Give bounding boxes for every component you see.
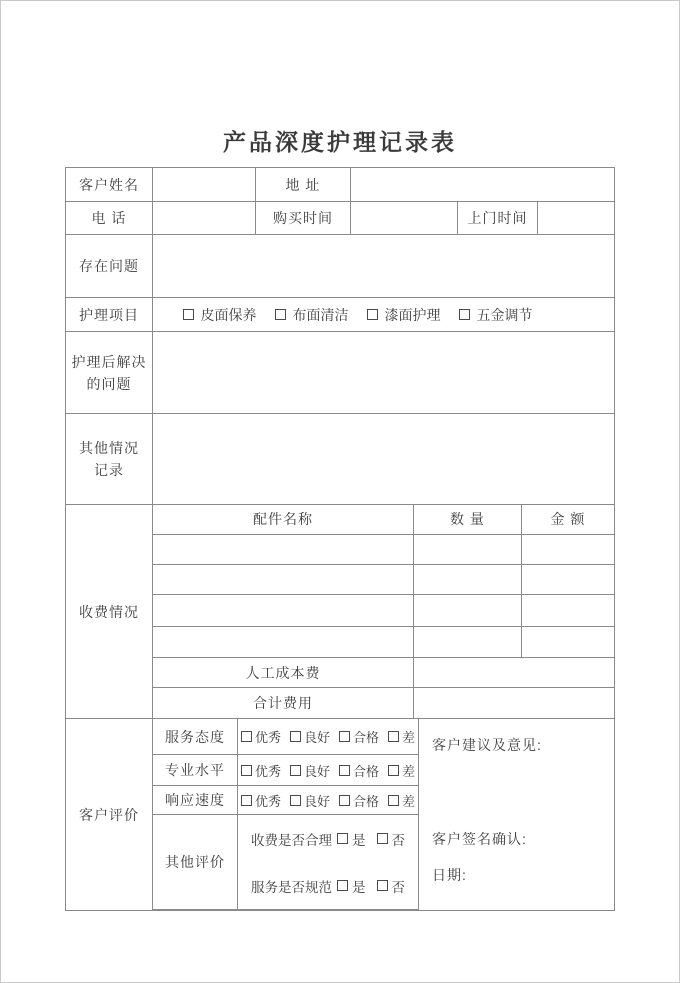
purchase-time-input[interactable] <box>351 202 458 234</box>
care-option-fabric[interactable] <box>275 305 349 325</box>
charges-blank-row <box>153 565 614 595</box>
rating-option-label: 良好 <box>303 793 330 809</box>
row-care-items <box>66 298 614 332</box>
total-cost-row <box>153 688 614 718</box>
checkbox-icon[interactable] <box>337 833 348 844</box>
rating-option-poor[interactable] <box>388 791 415 810</box>
other-evaluation-row <box>153 815 418 910</box>
charges-col-part: 配件名称 <box>153 505 414 534</box>
care-option-hardware[interactable] <box>459 305 533 325</box>
checkbox-icon[interactable] <box>377 833 388 844</box>
address-input[interactable] <box>351 168 614 201</box>
checkbox-icon[interactable] <box>377 880 388 891</box>
care-option-label: 皮面保养 <box>200 306 257 323</box>
evaluation-right-column[interactable] <box>419 719 614 910</box>
rating-option-label: 差 <box>402 763 416 779</box>
rating-option-poor[interactable] <box>388 727 415 746</box>
care-option-label: 布面清洁 <box>292 306 349 323</box>
rating-option-good[interactable] <box>290 761 330 780</box>
no-label: 否 <box>391 832 405 848</box>
total-cost-input[interactable] <box>414 688 614 718</box>
other-notes-input[interactable] <box>153 414 614 504</box>
rating-option-label: 优秀 <box>254 793 281 809</box>
part-name-input[interactable] <box>153 565 414 594</box>
amount-input[interactable] <box>522 595 614 627</box>
rating-option-label: 优秀 <box>254 763 281 779</box>
charges-blank-row <box>153 627 614 658</box>
criterion-row-service-attitude <box>153 719 418 755</box>
checkbox-icon[interactable] <box>339 765 350 776</box>
rating-option-label: 合格 <box>353 763 380 779</box>
row-solved-problems <box>66 332 614 414</box>
suggestion-label: 客户建议及意见: <box>432 737 542 753</box>
row-phone-times <box>66 202 614 235</box>
signature-label: 客户签名确认: <box>432 831 527 847</box>
rating-option-label: 良好 <box>303 763 330 779</box>
labor-cost-input[interactable] <box>414 658 614 687</box>
existing-problems-input[interactable] <box>153 235 614 297</box>
care-items-options <box>183 305 585 325</box>
labor-cost-row <box>153 658 614 688</box>
checkbox-icon[interactable] <box>459 309 470 320</box>
other-notes-label <box>66 414 153 504</box>
row-existing-problems <box>66 235 614 298</box>
solved-problems-label-line1: 护理后解决 <box>71 353 147 370</box>
yes-label: 是 <box>352 879 366 895</box>
row-customer-address <box>66 168 614 202</box>
date-label: 日期: <box>432 867 467 883</box>
checkbox-icon[interactable] <box>388 765 399 776</box>
phone-label: 电 话 <box>66 202 153 234</box>
solved-problems-label <box>66 332 153 413</box>
checkbox-icon[interactable] <box>183 309 194 320</box>
charges-blank-row <box>153 595 614 628</box>
charges-col-amount: 金 额 <box>550 511 586 528</box>
address-label: 地 址 <box>256 168 351 201</box>
rating-option-label: 良好 <box>303 730 330 745</box>
rating-options-cell <box>238 786 418 814</box>
rating-option-label: 合格 <box>353 793 380 809</box>
rating-option-excellent[interactable] <box>241 727 281 746</box>
visit-time-input[interactable] <box>538 202 614 234</box>
rating-option-label: 差 <box>402 793 416 809</box>
rating-option-poor[interactable] <box>388 761 415 780</box>
checkbox-icon[interactable] <box>339 731 350 742</box>
checkbox-icon[interactable] <box>290 731 301 742</box>
care-option-leather[interactable] <box>183 305 257 325</box>
rating-option-excellent[interactable] <box>241 791 281 810</box>
customer-name-input[interactable] <box>153 168 256 201</box>
rating-option-pass[interactable] <box>339 727 379 746</box>
rating-options <box>241 761 415 780</box>
visit-time-label: 上门时间 <box>458 202 538 234</box>
solved-problems-label-line2: 的问题 <box>86 375 132 392</box>
rating-option-pass[interactable] <box>339 761 379 780</box>
record-form-table <box>65 167 615 911</box>
other-notes-label-line2: 记录 <box>94 462 124 478</box>
checkbox-icon[interactable] <box>275 309 286 320</box>
checkbox-icon[interactable] <box>337 880 348 891</box>
checkbox-icon[interactable] <box>290 765 301 776</box>
yes-label: 是 <box>352 832 366 848</box>
total-cost-label: 合计费用 <box>153 688 414 718</box>
rating-options-cell <box>238 755 418 785</box>
rating-option-pass[interactable] <box>339 791 379 810</box>
qty-input[interactable] <box>414 535 522 564</box>
yes-no-options <box>337 876 405 896</box>
checkbox-icon[interactable] <box>367 309 378 320</box>
qty-input[interactable] <box>414 565 522 594</box>
charges-header-row <box>153 505 614 535</box>
part-name-input[interactable] <box>153 595 414 627</box>
checkbox-icon[interactable] <box>241 795 252 806</box>
charges-subtable <box>153 505 614 718</box>
checkbox-icon[interactable] <box>388 795 399 806</box>
rating-option-excellent[interactable] <box>241 761 281 780</box>
amount-input[interactable] <box>522 627 614 657</box>
rating-options <box>241 727 415 746</box>
qty-input[interactable] <box>414 627 522 657</box>
checkbox-icon[interactable] <box>339 795 350 806</box>
care-items-label: 护理项目 <box>66 298 153 331</box>
row-other-notes <box>66 414 614 505</box>
existing-problems-label: 存在问题 <box>66 235 153 297</box>
checkbox-icon[interactable] <box>290 795 301 806</box>
row-evaluation <box>66 719 614 910</box>
phone-input[interactable] <box>153 202 256 234</box>
rating-option-label: 差 <box>402 730 416 745</box>
other-notes-label-line1: 其他情况 <box>79 440 139 456</box>
evaluation-criteria-block <box>153 719 419 910</box>
rating-option-label: 优秀 <box>254 730 281 745</box>
criterion-label: 响应速度 <box>153 786 238 814</box>
checkbox-icon[interactable] <box>388 731 399 742</box>
evaluation-label: 客户评价 <box>66 719 153 910</box>
customer-name-label: 客户姓名 <box>66 168 153 201</box>
rating-options-cell <box>238 719 418 754</box>
part-name-input[interactable] <box>153 535 414 564</box>
no-label: 否 <box>391 879 405 895</box>
rating-option-good[interactable] <box>290 791 330 810</box>
criterion-row-professional-level <box>153 755 418 786</box>
question-charge-reasonable <box>251 829 405 849</box>
criterion-label: 服务态度 <box>153 719 238 754</box>
question-label: 收费是否合理 <box>251 832 332 848</box>
care-items-options-cell <box>153 298 614 331</box>
checkbox-icon[interactable] <box>241 765 252 776</box>
question-label: 服务是否规范 <box>251 879 332 895</box>
solved-problems-input[interactable] <box>153 332 614 413</box>
charges-col-qty: 数 量 <box>414 505 522 534</box>
care-option-label: 漆面护理 <box>384 306 441 323</box>
question-service-standard <box>251 876 405 896</box>
charges-blank-row <box>153 535 614 565</box>
yes-no-options <box>337 829 405 849</box>
checkbox-icon[interactable] <box>241 731 252 742</box>
part-name-input[interactable] <box>153 627 414 657</box>
purchase-time-label: 购买时间 <box>256 202 351 234</box>
other-evaluation-questions <box>238 815 418 909</box>
criterion-label: 专业水平 <box>153 755 238 785</box>
rating-option-good[interactable] <box>290 727 330 746</box>
care-option-label: 五金调节 <box>476 306 533 323</box>
rating-option-label: 合格 <box>353 730 380 745</box>
page-title: 产品深度护理记录表 <box>223 129 457 155</box>
labor-cost-label: 人工成本费 <box>153 658 414 687</box>
qty-input[interactable] <box>414 595 522 627</box>
other-evaluation-label: 其他评价 <box>153 815 238 909</box>
row-charges <box>66 505 614 719</box>
charges-label: 收费情况 <box>66 505 153 718</box>
criterion-row-response-speed <box>153 786 418 815</box>
care-option-paint[interactable] <box>367 305 441 325</box>
amount-input[interactable] <box>522 565 614 594</box>
amount-input[interactable] <box>522 535 614 564</box>
rating-options <box>241 791 415 810</box>
